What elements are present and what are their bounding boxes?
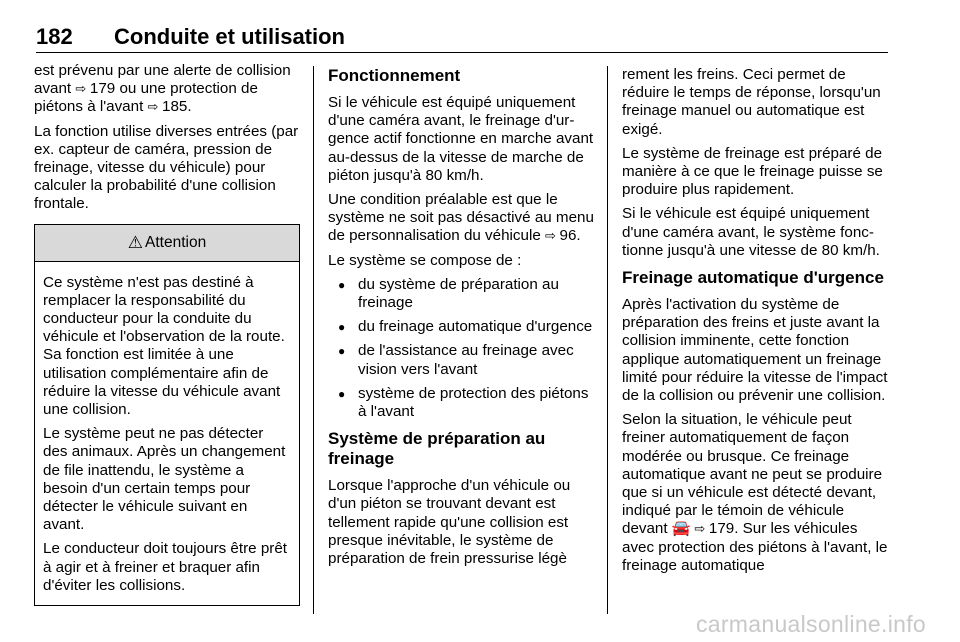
- warning-icon: ⚠: [127, 232, 144, 252]
- paragraph: est prévenu par une alerte de collision avant ⇨ 179 ou une protection de piétons à l'avant ⇨ 185.: [34, 62, 291, 116]
- section-heading: Freinage automatique d'urgence: [622, 268, 884, 288]
- attention-box: [34, 224, 300, 606]
- paragraph: Si le véhicule est équipé uniquement d'une caméra avant, le freinage d'urgence actif fonctionne en marche avant au-dessus de la vitesse de marche de piéton jusqu'à 80 km/h.: [328, 94, 594, 184]
- paragraph: Le système de freinage est préparé de manière à ce que le freinage puisse se produire plus rapidement.: [622, 144, 883, 199]
- attention-body: [35, 262, 299, 605]
- paragraph: Lorsque l'approche d'un véhicule ou d'un piéton se trouvant devant est tellement rapide qu'une collision est presque inévitable, le système de préparation de frein pressurise légè: [328, 477, 571, 568]
- paragraph: Le système se compose de :: [328, 251, 522, 269]
- car-icon: 🚘: [671, 520, 691, 538]
- paragraph: Selon la situation, le véhicule peut freiner automatiquement de façon modérée ou brusque. Ce freinage automatique avant ne peut se produire que si un véhicule est détecté devant, indiqué par le témoin de véhicule devant 🚘 ⇨ 179. Sur les véhicules avec protection des piétons à l'avant, le freinage automatique: [622, 411, 888, 574]
- page-number: 182: [36, 24, 73, 49]
- paragraph: La fonction utilise diverses entrées (par ex. capteur de caméra, pression de freinage, vitesse du véhicule) pour calculer la probabilité d'une collision frontale.: [34, 122, 299, 213]
- paragraph: Le conducteur doit toujours être prêt à agir et à freiner et braquer afin d'éviter les collisions.: [43, 540, 287, 594]
- paragraph: rement les freins. Ceci permet de réduire le temps de réponse, lorsqu'un freinage manuel ou automatique est exigé.: [622, 66, 881, 138]
- page-ref-icon: ⇨: [545, 228, 560, 244]
- paragraph: Une condition préalable est que le système ne soit pas désactivé au menu de personnalisation du véhicule ⇨ 96.: [328, 191, 594, 245]
- attention-header: [35, 225, 299, 262]
- list-item: ● système de protection des piétons à l'avant: [328, 385, 594, 421]
- attention-title: Attention: [145, 233, 207, 251]
- bullet-list: [328, 276, 594, 421]
- section-heading: Système de préparation au freinage: [328, 429, 546, 469]
- watermark: carmanualsonline.info: [695, 611, 926, 637]
- column-2: [328, 66, 594, 574]
- paragraph: Si le véhicule est équipé uniquement d'une caméra avant, le système fonctionne jusqu'à une vitesse de 80 km/h.: [622, 205, 880, 259]
- list-item: ● de l'assistance au freinage avec vision vers l'avant: [328, 342, 594, 378]
- list-item: ● du système de préparation au freinage: [328, 276, 594, 312]
- page-header: [36, 22, 888, 53]
- page-ref-icon: ⇨: [147, 99, 163, 115]
- page-title: Conduite et utilisation: [114, 24, 345, 49]
- page-ref-icon: ⇨: [690, 521, 709, 537]
- column-3: [622, 66, 890, 581]
- paragraph: Après l'activation du système de préparation des freins et juste avant la collision imminente, cette fonction applique automatiquement un freinage limité pour réduire la vitesse de l'impact de la collision ou prévenir une collision.: [622, 296, 888, 405]
- section-heading: Fonctionnement: [328, 66, 461, 85]
- column-divider: [607, 66, 608, 614]
- page-ref-icon: ⇨: [75, 81, 90, 97]
- column-1: [34, 62, 300, 606]
- list-item: ● du freinage automatique d'urgence: [328, 318, 594, 336]
- paragraph: Le système peut ne pas détecter des animaux. Après un changement de file inattendu, le système a besoin d'un certain temps pour détecter le véhicule suivant en avant.: [43, 425, 286, 534]
- paragraph: Ce système n'est pas destiné à remplacer la responsabilité du conducteur pour la conduite du véhicule et l'observation de la route. Sa fonction est limitée à une utilisation complémentaire afin de réduire la vitesse du véhicule avant une collision.: [43, 273, 285, 419]
- column-divider: [313, 66, 314, 614]
